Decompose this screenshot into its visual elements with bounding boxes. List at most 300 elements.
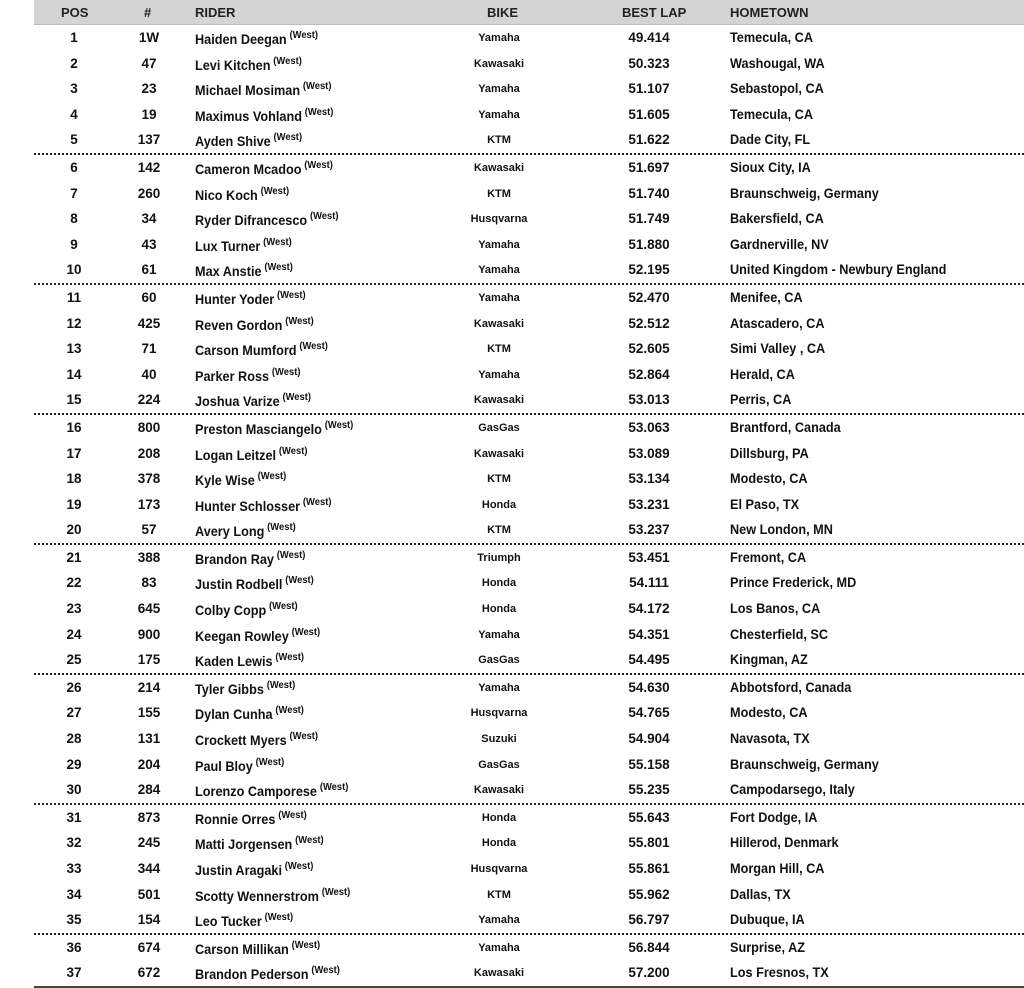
table-row: [34, 675, 1024, 701]
rider-region: (West): [324, 419, 354, 431]
cell-pos: 26: [66, 679, 82, 695]
cell-pos: 4: [70, 106, 78, 122]
cell-bike: Honda: [481, 837, 517, 850]
cell-pos: 9: [70, 236, 78, 252]
rider-region: (West): [299, 341, 328, 353]
rider-region: (West): [276, 549, 306, 561]
table-row: [34, 830, 1024, 856]
header-best-lap: BEST LAP: [622, 5, 687, 20]
rider-region: (West): [278, 809, 307, 821]
rider-region: (West): [304, 159, 333, 171]
cell-best-lap: 51.605: [628, 106, 670, 122]
cell-best-lap: 53.237: [628, 522, 670, 538]
cell-pos: 10: [66, 262, 82, 278]
cell-pos: 31: [66, 809, 82, 825]
cell-rider: [195, 56, 302, 73]
cell-number: 43: [141, 236, 157, 252]
rider-region: (West): [309, 211, 339, 223]
cell-hometown: Abbotsford, Canada: [730, 679, 852, 695]
cell-pos: 37: [66, 965, 82, 981]
table-row: [34, 752, 1024, 778]
rider-name: Carson Mumford: [195, 343, 297, 359]
cell-rider: [195, 652, 304, 669]
cell-pos: 2: [70, 55, 78, 71]
cell-rider: [195, 782, 348, 799]
cell-best-lap: 51.740: [628, 185, 670, 201]
cell-number: 71: [141, 341, 157, 357]
cell-rider: [195, 912, 293, 929]
rider-region: (West): [275, 705, 304, 717]
table-row: [34, 596, 1024, 622]
table-row: [34, 960, 1024, 988]
cell-rider: [195, 757, 284, 774]
cell-rider: [195, 731, 318, 748]
cell-hometown: Sebastopol, CA: [730, 81, 824, 97]
cell-hometown: Surprise, AZ: [730, 939, 805, 955]
rider-name: Joshua Varize: [195, 394, 280, 410]
cell-hometown: Menifee, CA: [730, 289, 803, 305]
cell-pos: 32: [66, 835, 82, 851]
cell-bike: Kawasaki: [473, 447, 525, 460]
cell-number: 61: [141, 262, 157, 278]
cell-rider: [195, 132, 302, 149]
cell-number: 378: [137, 471, 161, 487]
cell-best-lap: 57.200: [628, 965, 670, 981]
cell-rider: [195, 471, 286, 488]
cell-bike: KTM: [487, 888, 511, 901]
cell-hometown: Temecula, CA: [730, 106, 813, 122]
rider-name: Leo Tucker: [195, 914, 262, 930]
cell-rider: [195, 705, 304, 722]
cell-best-lap: 56.844: [628, 939, 670, 955]
cell-number: 131: [137, 731, 161, 747]
header-pos: POS: [61, 5, 89, 20]
cell-number: 344: [137, 861, 161, 876]
rider-name: Ronnie Orres: [195, 811, 276, 827]
cell-best-lap: 52.195: [628, 262, 670, 278]
cell-pos: 35: [66, 912, 82, 928]
rider-region: (West): [255, 756, 285, 768]
cell-bike: Honda: [481, 603, 517, 616]
cell-number: 137: [137, 132, 161, 148]
rider-name: Matti Jorgensen: [195, 837, 293, 853]
rider-name: Hunter Schlosser: [195, 498, 301, 514]
cell-best-lap: 54.111: [629, 575, 669, 591]
table-row: [34, 51, 1024, 77]
rider-name: Levi Kitchen: [195, 57, 271, 73]
cell-number: 208: [137, 445, 161, 461]
cell-best-lap: 51.880: [628, 236, 670, 252]
rider-region: (West): [319, 782, 349, 794]
cell-hometown: Herald, CA: [730, 366, 795, 382]
rider-region: (West): [282, 392, 312, 404]
rider-name: Lorenzo Camporese: [195, 784, 317, 800]
rider-name: Carson Millikan: [195, 941, 289, 957]
cell-hometown: New London, MN: [730, 522, 833, 538]
cell-best-lap: 52.512: [628, 315, 670, 331]
rider-name: Crockett Myers: [195, 733, 287, 749]
cell-pos: 19: [66, 496, 82, 512]
table-row: [34, 907, 1024, 935]
cell-rider: [195, 601, 298, 618]
cell-pos: 18: [66, 471, 82, 487]
cell-best-lap: 55.962: [628, 886, 670, 902]
cell-pos: 21: [66, 549, 82, 565]
cell-rider: [195, 835, 324, 852]
cell-hometown: Braunschweig, Germany: [730, 756, 879, 772]
cell-pos: 22: [66, 575, 82, 591]
cell-hometown: Hillerod, Denmark: [730, 835, 839, 851]
cell-bike: Yamaha: [478, 108, 520, 121]
cell-bike: Kawasaki: [473, 317, 525, 330]
cell-hometown: Washougal, WA: [730, 55, 825, 71]
table-row: [34, 311, 1024, 337]
cell-pos: 25: [66, 652, 82, 668]
cell-bike: Husqvarna: [470, 213, 528, 226]
cell-number: 645: [137, 601, 161, 617]
cell-bike: Husqvarna: [470, 863, 528, 875]
table-row: [34, 517, 1024, 545]
cell-bike: KTM: [487, 343, 511, 356]
cell-pos: 12: [66, 315, 82, 331]
cell-best-lap: 53.231: [628, 496, 670, 512]
cell-pos: 17: [66, 445, 82, 461]
cell-pos: 30: [66, 782, 82, 798]
table-row: [34, 805, 1024, 831]
cell-rider: [195, 420, 353, 437]
rider-region: (West): [289, 731, 319, 743]
rider-name: Kaden Lewis: [195, 654, 273, 670]
table-row: [34, 127, 1024, 155]
rider-region: (West): [269, 601, 298, 613]
cell-best-lap: 55.158: [628, 756, 670, 772]
rider-region: (West): [291, 626, 321, 638]
cell-hometown: Bakersfield, CA: [730, 211, 824, 227]
cell-hometown: Modesto, CA: [730, 705, 808, 721]
rider-region: (West): [275, 652, 304, 664]
cell-number: 83: [141, 575, 157, 591]
cell-pos: 16: [66, 419, 82, 435]
cell-pos: 24: [66, 626, 82, 642]
cell-bike: Kawasaki: [473, 784, 525, 797]
cell-hometown: Morgan Hill, CA: [730, 861, 825, 876]
cell-rider: [195, 290, 306, 307]
cell-bike: Yamaha: [478, 238, 520, 251]
table-row: [34, 336, 1024, 362]
cell-rider: [195, 627, 320, 644]
cell-number: 47: [141, 55, 157, 71]
rider-region: (West): [302, 496, 332, 508]
cell-hometown: Prince Frederick, MD: [730, 575, 857, 591]
table-row: [34, 155, 1024, 181]
cell-best-lap: 54.765: [628, 705, 670, 721]
header-rider: RIDER: [195, 5, 236, 20]
cell-number: 57: [141, 522, 157, 538]
rider-name: Max Anstie: [195, 264, 262, 280]
cell-best-lap: 52.470: [628, 289, 670, 305]
rider-region: (West): [264, 262, 293, 274]
cell-number: 204: [137, 756, 161, 772]
cell-pos: 7: [70, 185, 78, 201]
cell-bike: Yamaha: [478, 291, 520, 304]
rider-name: Maximus Vohland: [195, 108, 302, 124]
cell-number: 900: [137, 626, 161, 642]
cell-best-lap: 55.643: [628, 809, 670, 825]
rider-name: Paul Bloy: [195, 758, 253, 774]
cell-pos: 1: [70, 30, 78, 45]
table-row: [34, 206, 1024, 232]
cell-rider: [195, 262, 293, 279]
table-row: [34, 777, 1024, 805]
cell-rider: [195, 186, 289, 203]
cell-number: 173: [137, 496, 161, 512]
cell-rider: [195, 887, 350, 904]
rider-name: Hunter Yoder: [195, 291, 275, 307]
cell-best-lap: 51.749: [628, 211, 670, 227]
cell-number: 154: [137, 912, 161, 928]
cell-rider: [195, 965, 340, 982]
cell-best-lap: 52.605: [628, 341, 670, 357]
cell-best-lap: 49.414: [628, 30, 670, 45]
cell-bike: Yamaha: [478, 32, 520, 44]
rider-region: (West): [277, 289, 306, 301]
table-row: [34, 76, 1024, 102]
table-row: [34, 545, 1024, 571]
cell-number: 175: [137, 652, 161, 668]
rider-name: Cameron Mcadoo: [195, 161, 302, 177]
rider-region: (West): [295, 835, 324, 847]
cell-number: 674: [137, 939, 161, 955]
cell-bike: Suzuki: [481, 733, 517, 746]
cell-best-lap: 53.089: [628, 445, 670, 461]
cell-number: 142: [137, 159, 161, 175]
cell-hometown: Campodarsego, Italy: [730, 782, 855, 798]
cell-best-lap: 55.235: [628, 782, 670, 798]
cell-hometown: Dallas, TX: [730, 886, 791, 902]
cell-bike: KTM: [487, 473, 511, 486]
cell-number: 284: [137, 782, 161, 798]
rider-region: (West): [278, 445, 308, 457]
cell-rider: [195, 861, 313, 878]
rider-name: Lux Turner: [195, 238, 261, 254]
cell-hometown: Los Fresnos, TX: [730, 965, 829, 981]
cell-number: 672: [137, 965, 161, 981]
rider-region: (West): [271, 366, 301, 378]
cell-pos: 15: [66, 392, 82, 408]
cell-best-lap: 53.063: [628, 419, 670, 435]
cell-bike: Yamaha: [478, 264, 520, 277]
table-row: [34, 647, 1024, 675]
table-row: [34, 726, 1024, 752]
cell-rider: [195, 341, 328, 358]
cell-best-lap: 50.323: [628, 55, 670, 71]
cell-best-lap: 51.107: [628, 81, 670, 97]
cell-number: 873: [137, 809, 161, 825]
cell-rider: [195, 392, 311, 409]
cell-bike: Husqvarna: [470, 707, 528, 720]
cell-best-lap: 53.013: [628, 392, 670, 408]
cell-pos: 13: [66, 341, 82, 357]
cell-bike: GasGas: [478, 421, 520, 434]
cell-pos: 34: [66, 886, 82, 902]
cell-hometown: United Kingdom - Newbury England: [730, 262, 947, 278]
cell-hometown: Atascadero, CA: [730, 315, 825, 331]
cell-bike: GasGas: [478, 654, 520, 667]
rider-name: Avery Long: [195, 524, 265, 540]
table-row: [34, 362, 1024, 388]
cell-bike: Yamaha: [478, 681, 520, 694]
cell-rider: [195, 575, 314, 592]
cell-hometown: Temecula, CA: [730, 30, 813, 45]
rider-name: Michael Mosiman: [195, 83, 301, 99]
cell-best-lap: 55.801: [628, 835, 670, 851]
table-row: [34, 882, 1024, 908]
cell-bike: Yamaha: [478, 914, 520, 927]
rider-name: Kyle Wise: [195, 473, 255, 489]
cell-hometown: Brantford, Canada: [730, 419, 841, 435]
cell-bike: Honda: [481, 498, 517, 511]
rider-name: Logan Leitzel: [195, 447, 277, 463]
cell-bike: Yamaha: [478, 368, 520, 381]
cell-hometown: Fort Dodge, IA: [730, 809, 818, 825]
cell-rider: [195, 810, 307, 827]
cell-bike: KTM: [487, 187, 511, 200]
rider-region: (West): [289, 30, 319, 41]
cell-hometown: Gardnerville, NV: [730, 236, 829, 252]
rider-name: Brandon Ray: [195, 551, 274, 567]
rider-region: (West): [273, 55, 302, 67]
rider-region: (West): [273, 132, 303, 144]
cell-best-lap: 53.134: [628, 471, 670, 487]
cell-number: 245: [137, 835, 161, 851]
table-header: [34, 0, 1024, 25]
cell-number: 40: [141, 366, 157, 382]
cell-pos: 3: [70, 81, 78, 97]
rider-name: Justin Rodbell: [195, 577, 283, 593]
cell-best-lap: 54.630: [628, 679, 670, 695]
cell-pos: 28: [66, 731, 82, 747]
cell-best-lap: 56.797: [628, 912, 670, 928]
cell-bike: Yamaha: [478, 941, 520, 954]
table-row: [34, 700, 1024, 726]
cell-hometown: Chesterfield, SC: [730, 626, 829, 642]
cell-hometown: Kingman, AZ: [730, 652, 808, 668]
cell-number: 214: [137, 679, 161, 695]
rider-region: (West): [285, 315, 314, 327]
rider-region: (West): [257, 471, 287, 483]
cell-best-lap: 51.697: [628, 159, 670, 175]
rider-region: (West): [304, 106, 334, 118]
table-row: [34, 387, 1024, 415]
rider-name: Colby Copp: [195, 603, 267, 619]
cell-rider: [195, 211, 339, 228]
cell-bike: Kawasaki: [473, 57, 525, 70]
cell-number: 388: [137, 549, 161, 565]
rider-region: (West): [284, 861, 314, 872]
cell-best-lap: 54.904: [628, 731, 670, 747]
cell-best-lap: 55.861: [628, 861, 670, 876]
cell-bike: GasGas: [478, 758, 520, 771]
cell-hometown: Dubuque, IA: [730, 912, 805, 928]
rider-name: Ryder Difrancesco: [195, 213, 308, 229]
rider-name: Preston Masciangelo: [195, 421, 322, 437]
cell-number: 155: [137, 705, 161, 721]
header-number: #: [144, 5, 152, 20]
rider-name: Ayden Shive: [195, 134, 271, 150]
cell-rider: [195, 367, 300, 384]
cell-bike: Triumph: [477, 551, 521, 564]
cell-rider: [195, 940, 320, 957]
cell-hometown: Perris, CA: [730, 392, 792, 408]
cell-hometown: Los Banos, CA: [730, 601, 821, 617]
rider-name: Nico Koch: [195, 187, 258, 203]
cell-pos: 29: [66, 756, 82, 772]
cell-number: 224: [137, 392, 161, 408]
cell-rider: [195, 316, 314, 333]
cell-hometown: Sioux City, IA: [730, 159, 811, 175]
rider-region: (West): [263, 236, 292, 248]
cell-best-lap: 54.172: [628, 601, 670, 617]
cell-pos: 27: [66, 705, 82, 721]
rider-region: (West): [302, 81, 332, 93]
cell-hometown: Braunschweig, Germany: [730, 185, 879, 201]
cell-bike: Honda: [481, 577, 517, 590]
rider-name: Justin Aragaki: [195, 863, 282, 878]
rider-name: Tyler Gibbs: [195, 681, 264, 697]
table-row: [34, 622, 1024, 648]
cell-hometown: El Paso, TX: [730, 496, 800, 512]
cell-hometown: Simi Valley , CA: [730, 341, 826, 357]
cell-hometown: Modesto, CA: [730, 471, 808, 487]
cell-rider: [195, 550, 305, 567]
cell-pos: 33: [66, 861, 82, 876]
cell-number: 800: [137, 419, 161, 435]
cell-pos: 11: [66, 289, 82, 305]
cell-bike: Honda: [481, 811, 517, 824]
cell-bike: Kawasaki: [473, 161, 525, 174]
cell-number: 60: [141, 289, 157, 305]
table-row: [34, 415, 1024, 441]
rider-name: Brandon Pederson: [195, 967, 309, 983]
cell-number: 23: [141, 81, 157, 97]
cell-number: 501: [137, 886, 161, 902]
table-row: [34, 232, 1024, 258]
cell-bike: Kawasaki: [473, 967, 525, 980]
cell-best-lap: 52.864: [628, 366, 670, 382]
cell-bike: Yamaha: [478, 83, 520, 96]
cell-bike: KTM: [487, 524, 511, 537]
table-row: [34, 570, 1024, 596]
rider-region: (West): [291, 939, 321, 951]
table-row: [34, 856, 1024, 882]
cell-rider: [195, 160, 333, 177]
cell-rider: [195, 30, 318, 47]
cell-number: 425: [137, 315, 161, 331]
rider-region: (West): [266, 679, 296, 691]
table-row: [34, 181, 1024, 207]
cell-bike: KTM: [487, 134, 511, 147]
rider-name: Reven Gordon: [195, 317, 283, 333]
cell-best-lap: 53.451: [628, 549, 670, 565]
table-row: [34, 25, 1024, 51]
table-row: [34, 285, 1024, 311]
rider-region: (West): [260, 185, 290, 197]
results-table: [34, 0, 1024, 988]
cell-rider: [195, 680, 295, 697]
cell-number: 19: [141, 106, 157, 122]
rider-name: Haiden Deegan: [195, 32, 287, 47]
table-row: [34, 441, 1024, 467]
